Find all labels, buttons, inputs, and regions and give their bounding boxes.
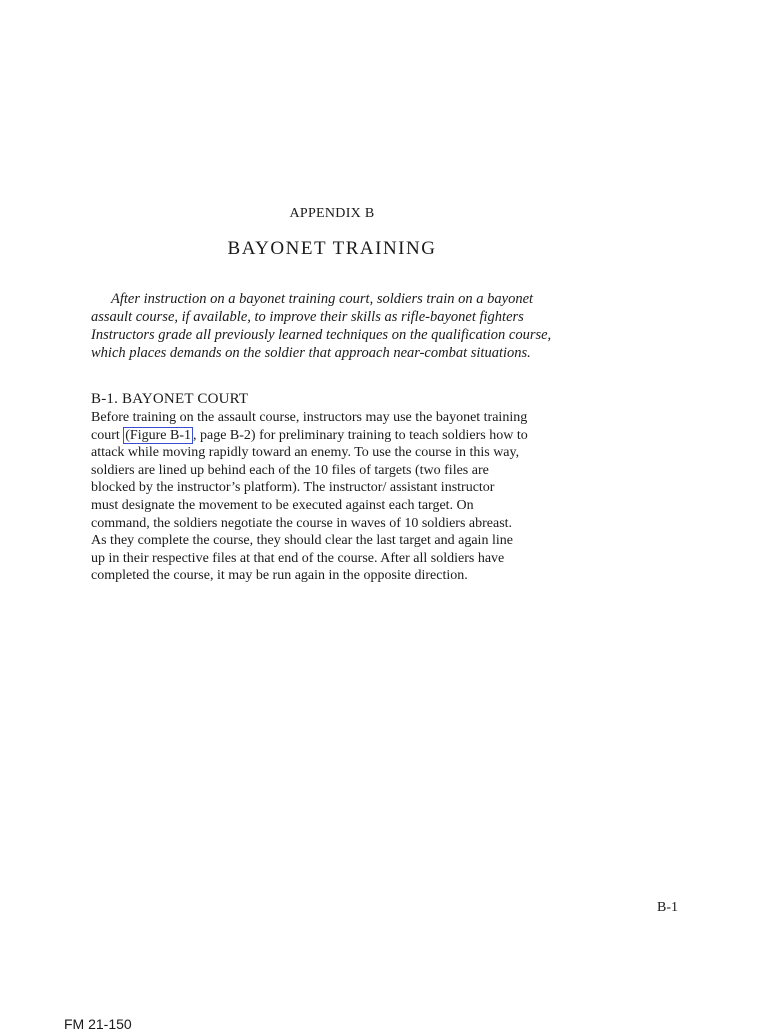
body-line: Before training on the assault course, instructors may use the bayonet training <box>91 410 528 425</box>
figure-b1-link[interactable]: (Figure B-1 <box>125 427 191 443</box>
body-line: attack while moving rapidly toward an enemy. To use the course in this way, <box>91 445 520 461</box>
body-line-text: court <box>91 427 124 443</box>
intro-line: Instructors grade all previously learned techniques on the qualification course, <box>91 327 552 343</box>
body-line: must designate the movement to be executed against each target. On <box>91 497 474 513</box>
body-line: up in their respective files at that end of the course. After all soldiers have <box>91 550 505 566</box>
appendix-label: APPENDIX B <box>289 206 375 221</box>
body-line: blocked by the instructor’s platform). The instructor/ assistant instructor <box>91 480 495 496</box>
intro-paragraph <box>91 290 579 362</box>
section-heading: B-1. BAYONET COURT <box>91 391 249 407</box>
section-body <box>91 409 581 585</box>
body-line: command, the soldiers negotiate the course in waves of 10 soldiers abreast. <box>91 515 513 531</box>
appendix-title: BAYONET TRAINING <box>227 238 437 259</box>
intro-line: which places demands on the soldier that approach near-combat situations. <box>91 345 531 361</box>
intro-line: After instruction on a bayonet training court, soldiers train on a bayonet <box>111 291 534 307</box>
body-line-text: , page B-2) for preliminary training to teach soldiers how to <box>192 427 528 443</box>
body-line <box>91 427 581 445</box>
body-line: completed the course, it may be run again in the opposite direction. <box>91 568 468 584</box>
page-number: B-1 <box>657 900 678 915</box>
intro-line: assault course, if available, to improve their skills as rifle-bayonet fighters <box>91 309 524 325</box>
body-line: As they complete the course, they should clear the last target and again line <box>91 533 513 549</box>
document-id: FM 21-150 <box>64 1016 132 1032</box>
body-line: soldiers are lined up behind each of the 10 files of targets (two files are <box>91 462 489 478</box>
